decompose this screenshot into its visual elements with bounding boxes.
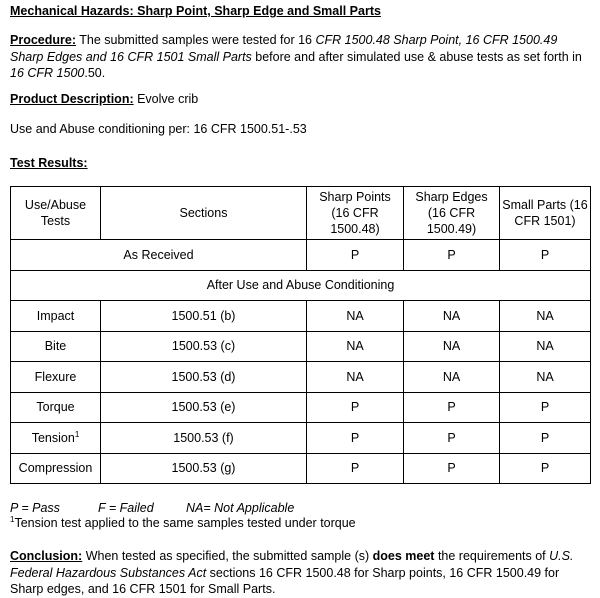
table-cell: P: [307, 240, 404, 271]
conclusion-paragraph: [10, 548, 590, 598]
header-small-parts: Small Parts (16 CFR 1501): [500, 187, 591, 240]
table-cell: P: [500, 423, 591, 454]
test-section: 1500.53 (c): [101, 331, 307, 362]
conclusion-text-1: When tested as specified, the submitted sample (s): [82, 549, 373, 563]
conditioning-row-label: After Use and Abuse Conditioning: [11, 270, 591, 301]
table-cell: P: [500, 453, 591, 484]
test-section: 1500.53 (e): [101, 392, 307, 423]
procedure-text-2: before and after simulated use & abuse tests as set forth in: [251, 49, 582, 64]
product-label: Product Description:: [10, 92, 134, 106]
legend-pass: P = Pass: [10, 501, 60, 515]
product-value: Evolve crib: [133, 92, 199, 106]
conclusion-text-2: the requirements of: [434, 549, 550, 563]
table-cell: NA: [500, 362, 591, 393]
table-cell: P: [404, 453, 500, 484]
conditioning-line: Use and Abuse conditioning per: 16 CFR 1500.51-.53: [10, 122, 307, 136]
table-cell: P: [404, 423, 500, 454]
test-name: Flexure: [11, 362, 101, 393]
conclusion-text-3: sections 16 CFR 1500.48 for Sharp points, 16 CFR 1500.49 for Sharp edges, and 16 CFR 1501 for Small Parts.: [10, 565, 560, 596]
table-header-row: [11, 187, 591, 240]
section-title: Mechanical Hazards: Sharp Point, Sharp Edge and Small Parts: [10, 4, 381, 18]
test-name: Compression: [11, 453, 101, 484]
header-sections: Sections: [101, 187, 307, 240]
test-name: Impact: [11, 301, 101, 332]
test-section: 1500.51 (b): [101, 301, 307, 332]
conclusion-verdict: does meet: [372, 549, 435, 563]
table-cell: P: [307, 453, 404, 484]
test-results-heading: Test Results:: [10, 156, 88, 170]
test-section: 1500.53 (g): [101, 453, 307, 484]
table-row: [11, 392, 591, 423]
table-row: [11, 453, 591, 484]
procedure-ref-1: CFR 1500.48 Sharp Point, 16 CFR 1500.49 Sharp Edges and 16 CFR 1501 Small Parts: [10, 33, 558, 64]
header-sharp-points: Sharp Points (16 CFR 1500.48): [307, 187, 404, 240]
table-row: [11, 362, 591, 393]
table-cell: P: [500, 240, 591, 271]
legend: [10, 501, 590, 515]
test-name: Torque: [11, 392, 101, 423]
table-cell: P: [307, 392, 404, 423]
test-name: [11, 423, 101, 454]
conditioning-row: [11, 270, 591, 301]
as-received-label: As Received: [11, 240, 307, 271]
table-cell: NA: [404, 331, 500, 362]
table-cell: NA: [500, 331, 591, 362]
table-cell: NA: [500, 301, 591, 332]
header-sharp-edges: Sharp Edges (16 CFR 1500.49): [404, 187, 500, 240]
table-cell: NA: [307, 362, 404, 393]
conclusion-act: U.S. Federal Hazardous Substances Act: [10, 549, 574, 580]
procedure-text-3: .50.: [84, 66, 106, 80]
table-cell: P: [404, 392, 500, 423]
footnote: [10, 516, 590, 530]
table-cell: P: [404, 240, 500, 271]
table-row: [11, 301, 591, 332]
product-description: [10, 92, 590, 106]
procedure-paragraph: [10, 32, 590, 82]
procedure-text-1: The submitted samples were tested for 16: [76, 33, 316, 47]
table-row: [11, 331, 591, 362]
procedure-ref-2: 16 CFR 1500: [10, 66, 85, 80]
table-cell: NA: [404, 362, 500, 393]
table-row: [11, 423, 591, 454]
legend-na: NA= Not Applicable: [186, 501, 295, 515]
footnote-number: 1: [10, 514, 15, 524]
test-name-text: Tension: [31, 430, 75, 445]
table-cell: P: [307, 423, 404, 454]
test-results-table: [10, 186, 591, 484]
procedure-label: Procedure:: [10, 33, 76, 47]
footnote-marker: 1: [74, 429, 80, 439]
test-name: Bite: [11, 331, 101, 362]
table-cell: NA: [307, 301, 404, 332]
table-cell: NA: [307, 331, 404, 362]
conclusion-label: Conclusion:: [10, 549, 83, 563]
table-cell: NA: [404, 301, 500, 332]
legend-fail: F = Failed: [98, 501, 154, 515]
table-cell: P: [500, 392, 591, 423]
test-section: 1500.53 (d): [101, 362, 307, 393]
footnote-text: Tension test applied to the same samples tested under torque: [14, 516, 356, 530]
as-received-row: [11, 240, 591, 271]
test-section: 1500.53 (f): [101, 423, 307, 454]
header-tests: Use/Abuse Tests: [11, 187, 101, 240]
